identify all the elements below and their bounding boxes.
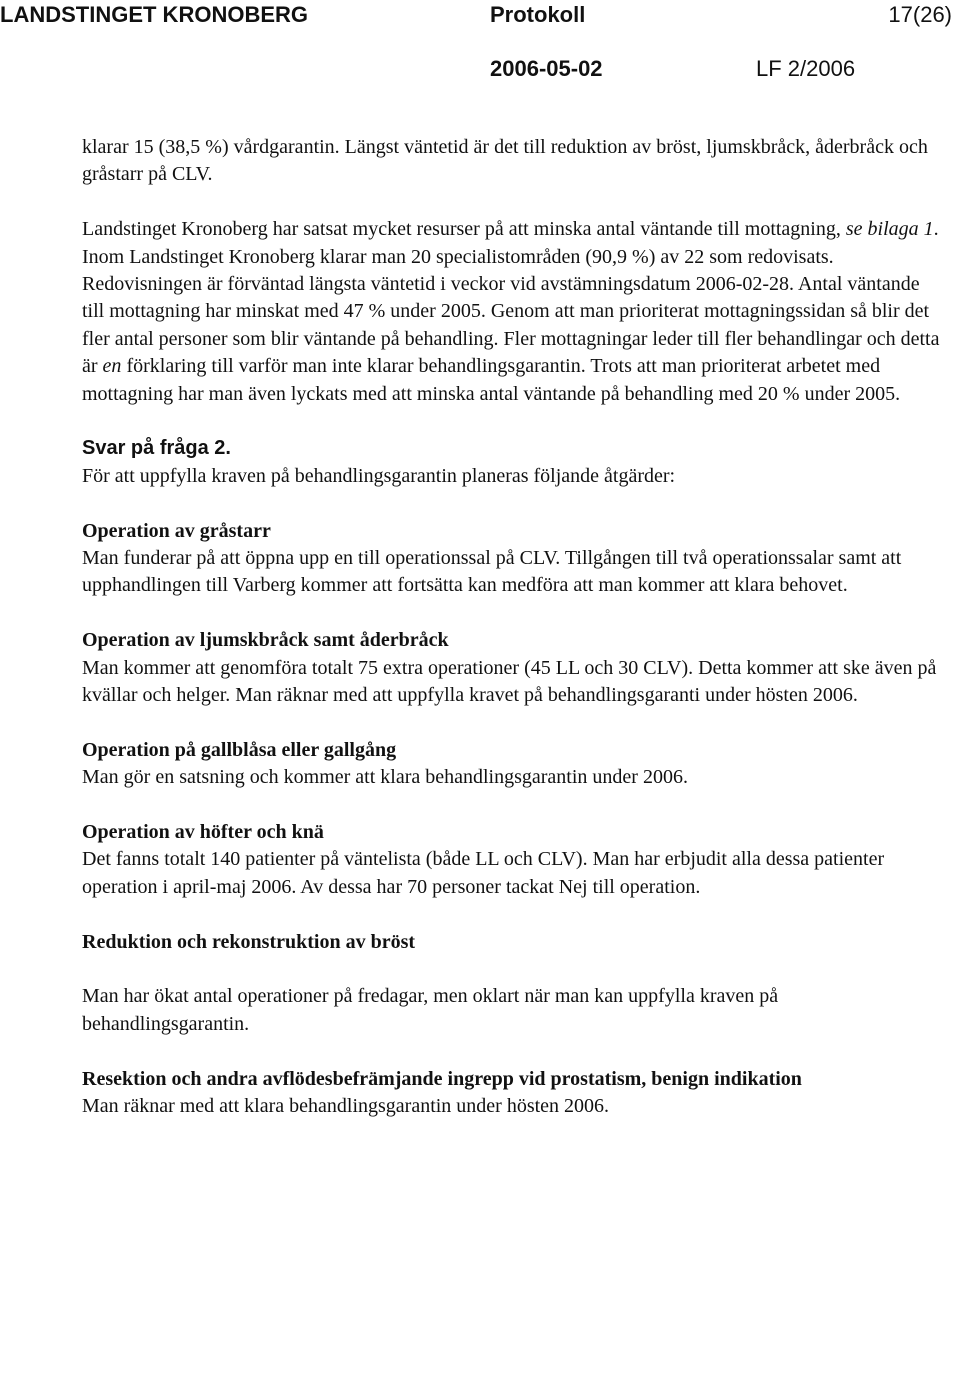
organization-name: LANDSTINGET KRONOBERG bbox=[0, 2, 308, 27]
emphasis-text: en bbox=[102, 355, 122, 378]
section-heading-prostate: Resektion och andra avflödesbefrämjande ingrepp vid prostatism, benign indikation bbox=[82, 1067, 802, 1090]
section-text-cataract: Man funderar på att öppna upp en till operationssal på CLV. Tillgången till två operationssalar samt att upphandlingen till Varberg kommer att fortsätta kan medföra att man kommer att klara behovet. bbox=[82, 547, 902, 597]
document-date: 2006-05-02 bbox=[490, 56, 603, 81]
answer-intro: För att uppfylla kraven på behandlingsgarantin planeras följande åtgärder: bbox=[82, 464, 676, 487]
section-text-hernia: Man kommer att genomföra totalt 75 extra operationer (45 LL och 30 CLV). Detta kommer att ske även på kvällar och helger. Man räknar med att uppfylla kravet på behandlingsgaranti under hösten 2006. bbox=[82, 656, 937, 707]
paragraph-continued: klarar 15 (38,5 %) vårdgarantin. Längst väntetid är det till reduktion av bröst, ljumskbråck, åderbråck och gråstarr på CLV. bbox=[82, 136, 928, 186]
section-heading-gallbladder: Operation på gallblåsa eller gallgång bbox=[82, 738, 397, 761]
document-type: Protokoll bbox=[490, 2, 586, 27]
paragraph-text: Landstinget Kronoberg har satsat mycket resurser på att minska antal väntande till mottagning, bbox=[82, 218, 841, 241]
section-text-hip-knee: Det fanns totalt 140 patienter på väntelista (både LL och CLV). Man har erbjudit alla dessa patienter operation i april-maj 2006. Av dessa har 70 personer tackat Nej till operation. bbox=[82, 848, 885, 898]
document-body bbox=[82, 134, 942, 1120]
paragraph-waiting-times bbox=[82, 216, 942, 408]
section-text-breast: Man har ökat antal operationer på fredagar, men oklart när man kan uppfylla kraven på behandlingsgarantin. bbox=[82, 985, 779, 1035]
paragraph-text: förklaring till varför man inte klarar behandlingsgarantin. Trots att man prioriterat arbetet med mottagning har man även lyckats med att minska antal väntande på behandling med 20 % under 2005. bbox=[82, 355, 901, 405]
section-heading-hernia: Operation av ljumskbråck samt åderbråck bbox=[82, 629, 449, 652]
appendix-reference: se bilaga 1 bbox=[845, 218, 934, 241]
section-text-prostate: Man räknar med att klara behandlingsgarantin under hösten 2006. bbox=[82, 1095, 610, 1118]
paragraph-text: . Inom Landstinget Kronoberg klarar man 20 specialistområden (90,9 %) av 22 som redovisats. Redovisningen är förväntad längsta väntetid i veckor vid avstämningsdatum 2006-02-28. Antal väntande till mottagning har minskat med 47 % under 2005. Genom att man prioriterat mottagningssidan så blir det fler antal personer som blir väntande på behandling. Fler mottagningar leder till fler behandlingar och detta är bbox=[82, 218, 940, 378]
section-heading-hip-knee: Operation av höfter och knä bbox=[82, 821, 324, 844]
section-heading-breast: Reduktion och rekonstruktion av bröst bbox=[82, 930, 416, 953]
section-heading-cataract: Operation av gråstarr bbox=[82, 519, 271, 542]
section-text-gallbladder: Man gör en satsning och kommer att klara behandlingsgarantin under 2006. bbox=[82, 766, 688, 789]
answer-heading: Svar på fråga 2. bbox=[82, 437, 231, 460]
document-reference: LF 2/2006 bbox=[756, 56, 856, 81]
page-number: 17(26) bbox=[888, 2, 952, 27]
